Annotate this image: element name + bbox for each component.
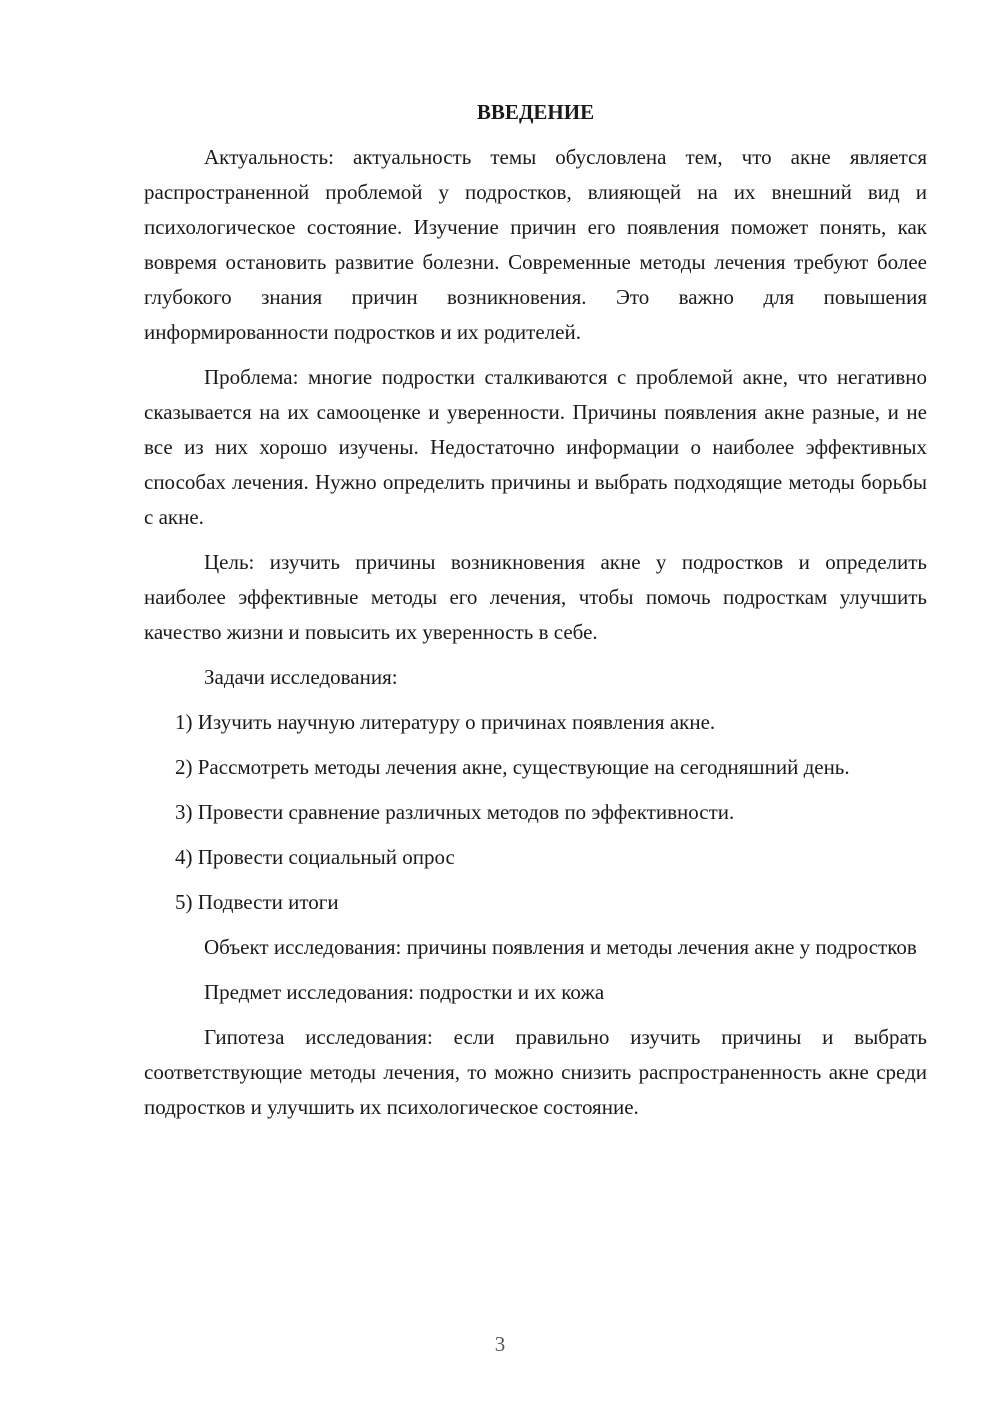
task-item-4: 4) Провести социальный опрос — [175, 845, 455, 869]
paragraph-goal: Цель: изучить причины возникновения акне у подростков и определить наиболее эффективные методы его лечения, чтобы помочь подросткам улучшить качество жизни и повысить их уверенность в себе. — [144, 550, 927, 644]
paragraph-relevance: Актуальность: актуальность темы обусловлена тем, что акне является распространенной проблемой у подростков, влияющей на их внешний вид и психологическое состояние. Изучение причин его появления поможет понять, как вовремя остановить развитие болезни. Современные методы лечения требуют более глубокого знания причин возникновения. Это важно для повышения информированности подростков и их родителей. — [144, 145, 927, 344]
task-item-3: 3) Провести сравнение различных методов по эффективности. — [175, 800, 735, 824]
task-item-2: 2) Рассмотреть методы лечения акне, существующие на сегодняшний день. — [175, 755, 850, 779]
paragraph-problem: Проблема: многие подростки сталкиваются с проблемой акне, что негативно сказывается на их самооценке и уверенности. Причины появления акне разные, и не все из них хорошо изучены. Недостаточно информации о наиболее эффективных способах лечения. Нужно определить причины и выбрать подходящие методы борьбы с акне. — [144, 365, 927, 529]
paragraph-subject: Предмет исследования: подростки и их кожа — [204, 980, 605, 1004]
paragraph-hypothesis: Гипотеза исследования: если правильно изучить причины и выбрать соответствующие методы лечения, то можно снизить распространенность акне среди подростков и улучшить их психологическое состояние. — [144, 1025, 927, 1119]
paragraph-object: Объект исследования: причины появления и методы лечения акне у подростков — [204, 935, 917, 959]
paragraph-tasks-heading: Задачи исследования: — [204, 665, 398, 689]
section-title: ВВЕДЕНИЕ — [476, 100, 595, 124]
page-number: 3 — [494, 1332, 506, 1356]
document-page — [144, 95, 927, 1135]
task-item-1: 1) Изучить научную литературу о причинах появления акне. — [175, 710, 716, 734]
task-item-5: 5) Подвести итоги — [175, 890, 339, 914]
